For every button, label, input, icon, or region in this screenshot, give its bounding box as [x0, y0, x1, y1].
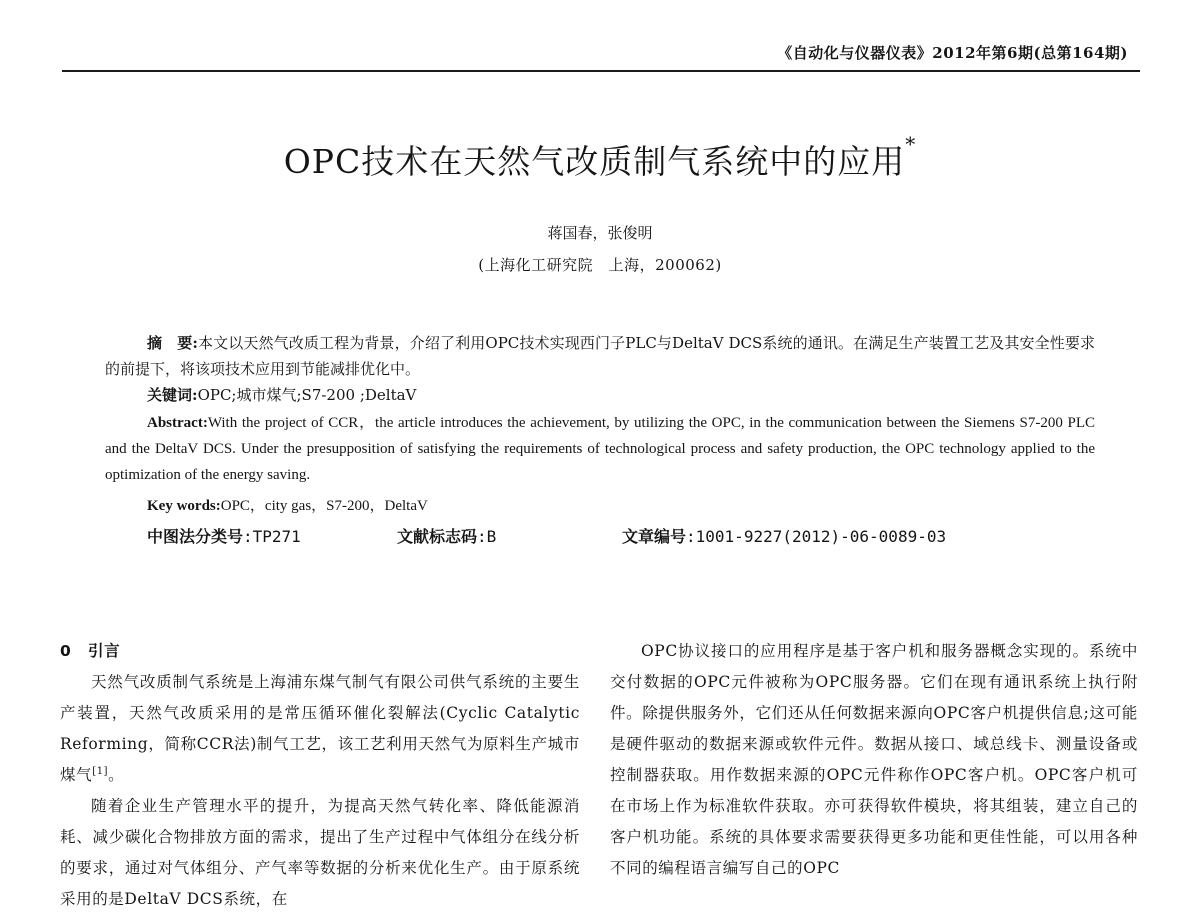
title-text: OPC技术在天然气改质制气系统中的应用 [283, 142, 906, 181]
paragraph: OPC协议接口的应用程序是基于客户机和服务器概念实现的。系统中交付数据的OPC元件被称为OPC服务器。它们在现有通讯系统上执行附件。除提供服务外，它们还从任何数据来源向OPC客户机提供信息;这可能是硬件驱动的数据来源或软件元件。数据从接口、域总线卡、测量设备或控制器获取。用作数据来源的OPC元件称作OPC客户机。OPC客户机可在市场上作为标准软件获取。亦可获得软件模块，将其组装，建立自己的客户机功能。系统的具体要求需要获得更多功能和更佳性能，可以用各种不同的编程语言编写自己的OPC [610, 642, 1138, 877]
clc-number [147, 524, 301, 550]
title-footnote-mark: * [905, 132, 917, 156]
abstract-cn-label: 摘 要 [147, 334, 193, 352]
keywords-cn [147, 382, 416, 408]
keywords-en [147, 493, 428, 519]
body-right-column [610, 636, 1138, 884]
journal-header: 《自动化与仪器仪表》2012年第6期(总第164期) [777, 44, 1128, 62]
abstract-cn-sep: : [192, 334, 198, 352]
paper-title [0, 132, 1200, 183]
doc-code-value: :B [477, 527, 497, 546]
paragraph-end: 。 [108, 766, 125, 784]
affiliation: (上海化工研究院 上海，200062) [478, 256, 722, 274]
header-rule [62, 70, 1140, 72]
abstract-cn-text: 本文以天然气改质工程为背景，介绍了利用OPC技术实现西门子PLC与DeltaV DCS系统的通讯。在满足生产装置工艺及其安全性要求的前提下，将该项技术应用到节能减排优化中。 [105, 334, 1095, 378]
section-title: 引言 [88, 642, 121, 660]
keywords-cn-label: 关键词 [147, 386, 193, 404]
keywords-cn-text: OPC;城市煤气;S7-200 ;DeltaV [197, 386, 417, 404]
authors: 蒋国春，张俊明 [547, 224, 653, 242]
article-number [622, 524, 946, 550]
section-heading [60, 636, 580, 667]
abstract-en-text: With the project of CCR，the article introduces the achievement, by utilizing the OPC, in the communication between the Siemens S7-200 PLC and the DeltaV DCS. Under the presupposition of satisfying the requirements of technological process and safety production, the OPC technology applied to the optimization of the energy saving. [105, 415, 1095, 483]
abstract-en-label: Abstract: [147, 415, 208, 431]
clc-value: :TP271 [243, 527, 301, 546]
abstract-en [105, 410, 1095, 488]
clc-label: 中图法分类号 [147, 527, 244, 546]
article-number-value: :1001-9227(2012)-06-0089-03 [686, 527, 947, 546]
doc-code-label: 文献标志码 [397, 527, 478, 546]
section-number: 0 [60, 642, 72, 660]
keywords-cn-sep: : [192, 386, 198, 404]
paragraph: 随着企业生产管理水平的提升，为提高天然气转化率、降低能源消耗、减少碳化合物排放方面的需求，提出了生产过程中气体组分在线分析的要求，通过对气体组分、产气率等数据的分析来优化生产。由于原系统采用的是DeltaV DCS系统，在 [60, 797, 580, 908]
body-left-column [60, 636, 580, 915]
document-code [397, 524, 496, 550]
keywords-en-label: Key words: [147, 498, 221, 514]
keywords-en-text: OPC，city gas，S7-200，DeltaV [220, 498, 428, 514]
paragraph-text: 天然气改质制气系统是上海浦东煤气制气有限公司供气系统的主要生产装置，天然气改质采用的是常压循环催化裂解法(Cyclic Catalytic Reforming，简称CCR法)制气工艺，该工艺利用天然气为原料生产城市煤气 [60, 673, 580, 784]
citation-ref: [1] [92, 765, 109, 777]
paragraph [60, 667, 580, 791]
abstract-cn [105, 330, 1095, 382]
article-number-label: 文章编号 [622, 527, 687, 546]
